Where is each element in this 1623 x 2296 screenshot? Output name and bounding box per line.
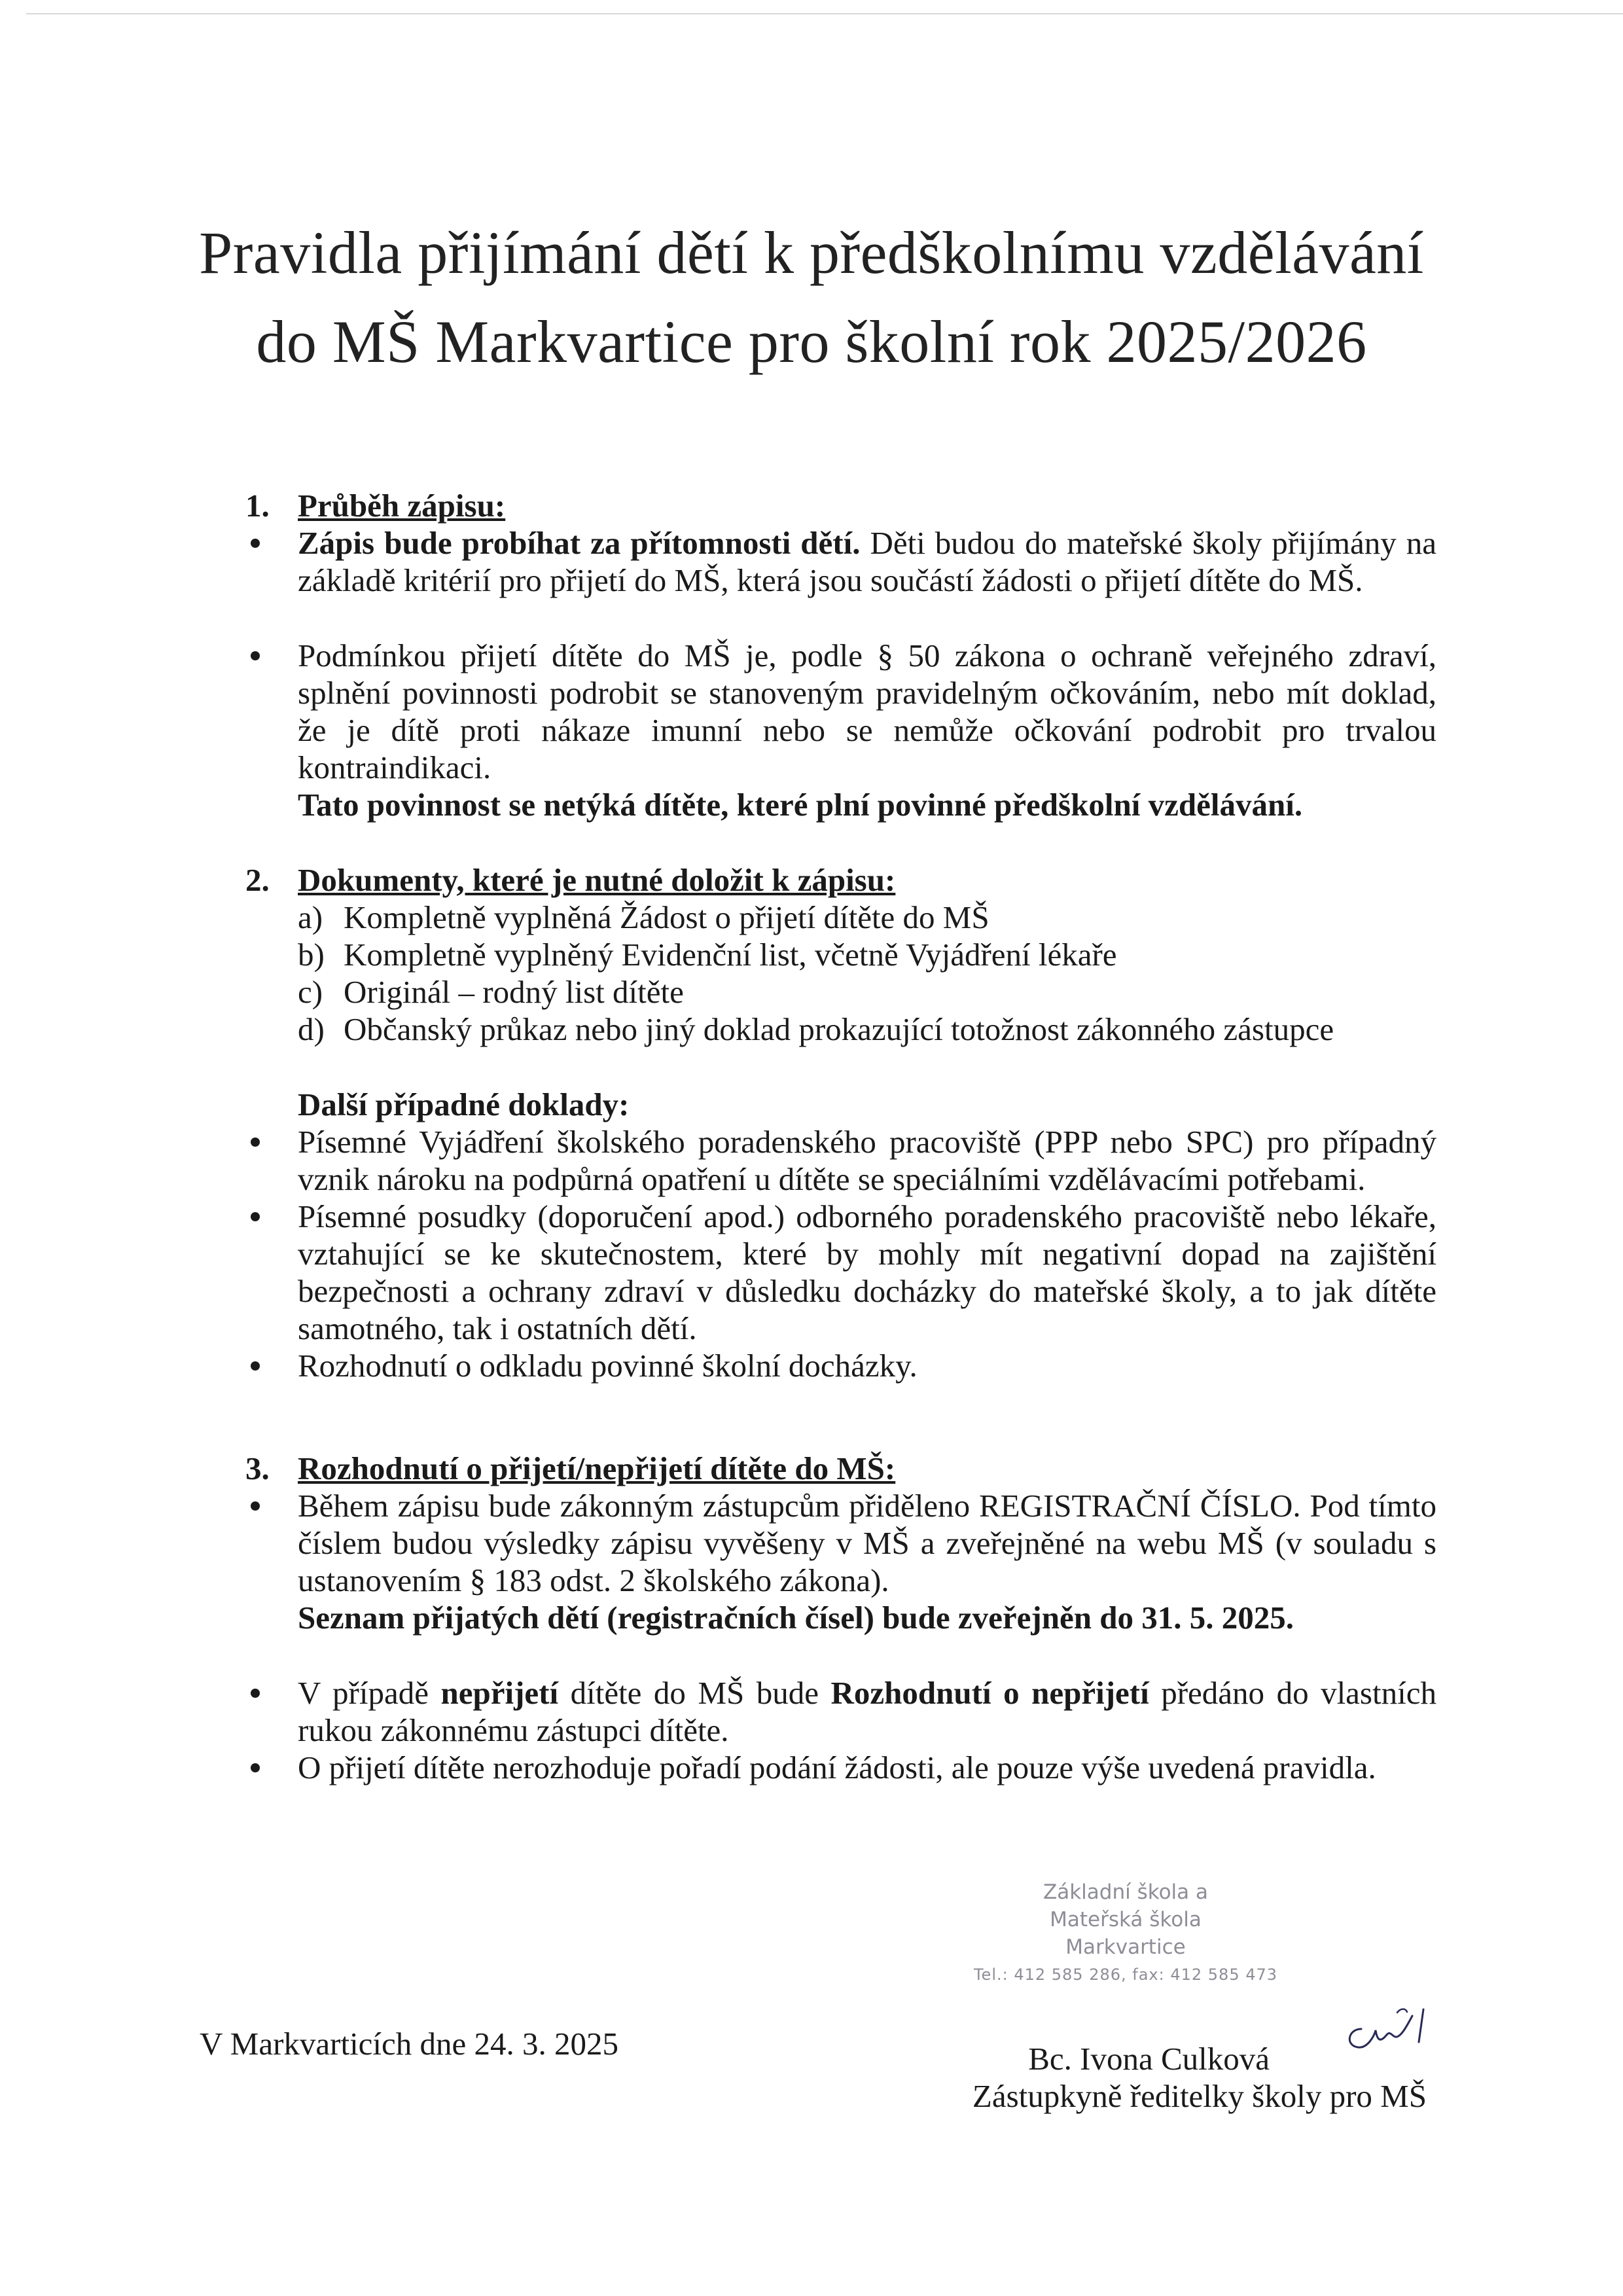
section-1-number: 1. [245, 488, 270, 524]
document-item-c [245, 973, 1436, 1011]
additional-documents-heading: Další případné doklady: [298, 1086, 630, 1122]
section-3-title: Rozhodnutí o přijetí/nepřijetí dítěte do MŠ: [298, 1450, 896, 1486]
section-1-bullet-2-note: Tato povinnost se netýká dítěte, které plní povinné předškolní vzdělávání. [298, 787, 1303, 823]
section-3-bullet-3-text: O přijetí dítěte nerozhoduje pořadí podání žádosti, ale pouze výše uvedená pravidla. [298, 1749, 1376, 1785]
additional-bullet-2 [245, 1198, 1436, 1347]
section-1-bullet-2 [245, 637, 1436, 823]
school-stamp [942, 1878, 1309, 1988]
stamp-line-4: Tel.: 412 585 286, fax: 412 585 473 [973, 1965, 1278, 1984]
item-letter: b) [298, 937, 325, 973]
section-1-title: Průběh zápisu: [298, 488, 506, 524]
additional-bullet-3-text: Rozhodnutí o odkladu povinné školní docházky. [298, 1348, 918, 1384]
document-item-b [245, 936, 1436, 973]
section-3-bullet-1-note: Seznam přijatých dětí (registračních čísel) bude zveřejněn do 31. 5. 2025. [298, 1600, 1294, 1636]
signature-block [972, 2040, 1427, 2115]
signer-name: Bc. Ivona Culková [1028, 2041, 1270, 2077]
place-and-date: V Markvarticích dne 24. 3. 2025 [200, 2026, 619, 2062]
item-letter: d) [298, 1011, 325, 1047]
document-item-a [245, 899, 1436, 936]
item-text: Občanský průkaz nebo jiný doklad prokazující totožnost zákonného zástupce [344, 1011, 1334, 1047]
scan-edge-line [26, 13, 1623, 14]
section-3-bullet-2-part-1: V případě [298, 1675, 441, 1711]
section-3-bullet-1-text: Během zápisu bude zákonným zástupcům přiděleno REGISTRAČNÍ ČÍSLO. Pod tímto číslem budou výsledky zápisu vyvěšeny v MŠ a zveřejněné na webu MŠ (v souladu s ustanovením § 183 odst. 2 školského zákona). [298, 1488, 1436, 1598]
section-3-number: 3. [245, 1450, 270, 1486]
item-text: Kompletně vyplněná Žádost o přijetí dítěte do MŠ [344, 899, 990, 935]
section-1-bullet-2-text: Podmínkou přijetí dítěte do MŠ je, podle § 50 zákona o ochraně veřejného zdraví, splnění povinnosti podrobit se stanoveným pravidelným očkováním, nebo mít doklad, že je dítě proti nákaze imunní nebo se nemůže očkování podrobit pro trvalou kontraindikaci. [298, 637, 1436, 785]
signer-role: Zástupkyně ředitelky školy pro MŠ [972, 2078, 1427, 2114]
additional-bullet-1 [245, 1123, 1436, 1198]
section-3-bullet-2 [245, 1674, 1436, 1749]
title-line-2: do MŠ Markvartice pro školní rok 2025/2026 [256, 308, 1367, 375]
item-letter: a) [298, 899, 323, 935]
document-item-d [245, 1011, 1436, 1048]
section-1-bullet-1-bold: Zápis bude probíhat za přítomnosti dětí. [298, 525, 861, 561]
stamp-line-2: Mateřská škola [1050, 1908, 1202, 1931]
additional-bullet-3 [245, 1347, 1436, 1384]
section-3-bullet-3 [245, 1749, 1436, 1786]
section-3-bullet-2-bold-2: Rozhodnutí o nepřijetí [830, 1675, 1149, 1711]
document-body [245, 487, 1436, 1786]
section-3-heading [245, 1450, 1436, 1487]
additional-bullet-1-text: Písemné Vyjádření školského poradenského pracoviště (PPP nebo SPC) pro případný vznik nároku na podpůrná opatření u dítěte se speciálními vzdělávacími potřebami. [298, 1124, 1436, 1197]
additional-bullet-2-text: Písemné posudky (doporučení apod.) odborného poradenského pracoviště nebo lékaře, vztahující se ke skutečnostem, které by mohly mít negativní dopad na zajištění bezpečnosti a ochrany zdraví v důsledku docházky do mateřské školy, a to jak dítěte samotného, tak i ostatních dětí. [298, 1198, 1436, 1346]
section-3-bullet-2-part-3: předáno do vlastních rukou zákonnému zástupci dítěte. [298, 1675, 1436, 1748]
section-1-heading [245, 487, 1436, 524]
item-text: Originál – rodný list dítěte [344, 974, 684, 1010]
section-3-bullet-2-bold-1: nepřijetí [440, 1675, 559, 1711]
stamp-line-1: Základní škola a [1043, 1880, 1208, 1904]
stamp-line-3: Markvartice [1065, 1935, 1186, 1959]
section-3-bullet-1 [245, 1487, 1436, 1636]
item-letter: c) [298, 974, 323, 1010]
section-1-bullet-1 [245, 524, 1436, 599]
section-3-bullet-2-part-2: dítěte do MŠ bude [558, 1675, 831, 1711]
item-text: Kompletně vyplněný Evidenční list, včetně Vyjádření lékaře [344, 937, 1117, 973]
section-2-title: Dokumenty, které je nutné doložit k zápisu: [298, 862, 896, 898]
title-line-1: Pravidla přijímání dětí k předškolnímu vzdělávání [199, 219, 1424, 286]
section-1-bullet-1-text: Děti budou do mateřské školy přijímány na základě kritérií pro přijetí do MŠ, která jsou součástí žádosti o přijetí dítěte do MŠ. [298, 525, 1436, 598]
section-2-number: 2. [245, 862, 270, 898]
section-2-heading [245, 861, 1436, 899]
document-title [131, 208, 1492, 386]
